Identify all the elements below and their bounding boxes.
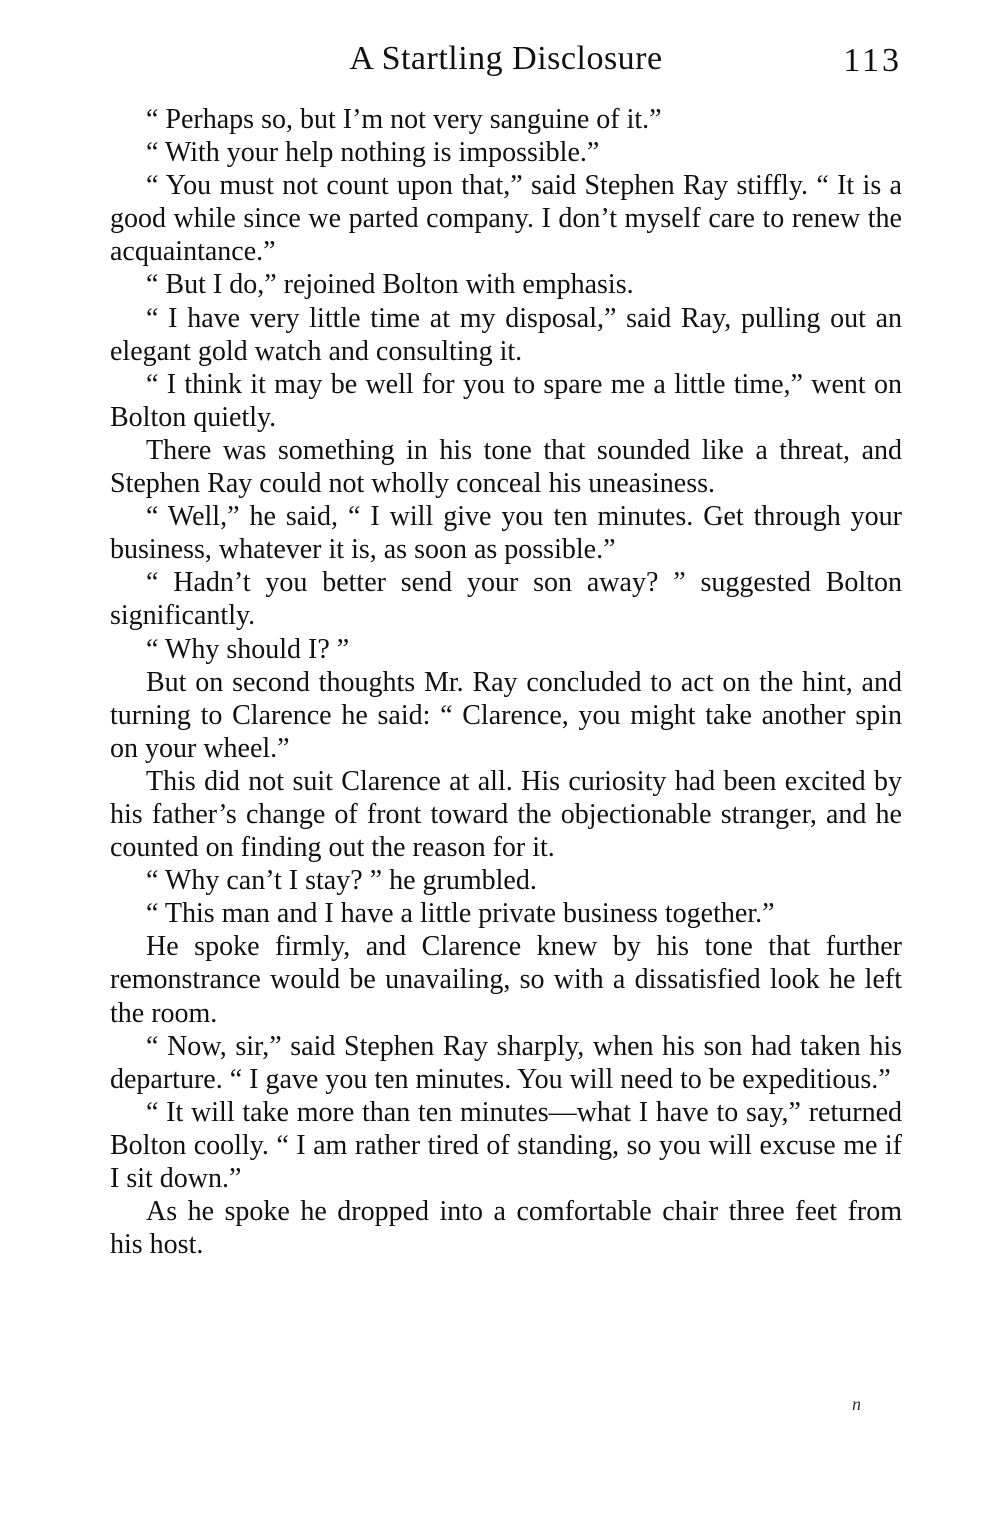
- paragraph: “ Hadn’t you better send your son away? ” suggested Bolton significantly.: [110, 567, 902, 632]
- paragraph: “ I have very little time at my disposal,” said Ray, pulling out an elegant gold watch and consulting it.: [110, 302, 902, 367]
- paragraph: “ I think it may be well for you to spare me a little time,” went on Bolton quietly.: [110, 368, 902, 433]
- body-text: [110, 103, 902, 1261]
- paragraph: “ Now, sir,” said Stephen Ray sharply, when his son had taken his departure. “ I gave you ten minutes. You will need to be expeditious.”: [110, 1030, 902, 1095]
- paragraph: “ Why can’t I stay? ” he grumbled.: [146, 865, 537, 897]
- paragraph: This did not suit Clarence at all. His curiosity had been excited by his father’s change of front toward the objectionable stranger, and he counted on finding out the reason for it.: [110, 765, 902, 864]
- paragraph: As he spoke he dropped into a comfortable chair three feet from his host.: [110, 1196, 902, 1261]
- paragraph: “ But I do,” rejoined Bolton with emphasis.: [146, 269, 634, 301]
- paragraph: “ You must not count upon that,” said Stephen Ray stiffly. “ It is a good while since we parted company. I don’t myself care to renew the acquaintance.”: [110, 170, 902, 268]
- paragraph: There was something in his tone that sounded like a threat, and Stephen Ray could not wholly conceal his uneasiness.: [110, 434, 902, 500]
- paragraph: But on second thoughts Mr. Ray concluded to act on the hint, and turning to Clarence he said: “ Clarence, you might take another spin on your wheel.”: [110, 666, 902, 764]
- paragraph: “ This man and I have a little private business together.”: [146, 898, 775, 930]
- paragraph: “ It will take more than ten minutes—what I have to say,” returned Bolton coolly. “ I am rather tired of standing, so you will excuse me if I sit down.”: [110, 1096, 902, 1194]
- paragraph: He spoke firmly, and Clarence knew by his tone that further remonstrance would be unavailing, so with a dissatisfied look he left the room.: [110, 931, 902, 1029]
- chapter-title: A Startling Disclosure: [349, 40, 663, 77]
- printer-mark: n: [852, 1394, 861, 1414]
- paragraph: “ Why should I? ”: [146, 633, 350, 665]
- running-head: [110, 40, 902, 90]
- paragraph: “ Well,” he said, “ I will give you ten minutes. Get through your business, whatever it is, as soon as possible.”: [110, 501, 902, 566]
- paragraph: “ Perhaps so, but I’m not very sanguine of it.”: [146, 104, 662, 135]
- paragraph: “ With your help nothing is impossible.”: [146, 137, 600, 169]
- page-number: 113: [843, 42, 902, 79]
